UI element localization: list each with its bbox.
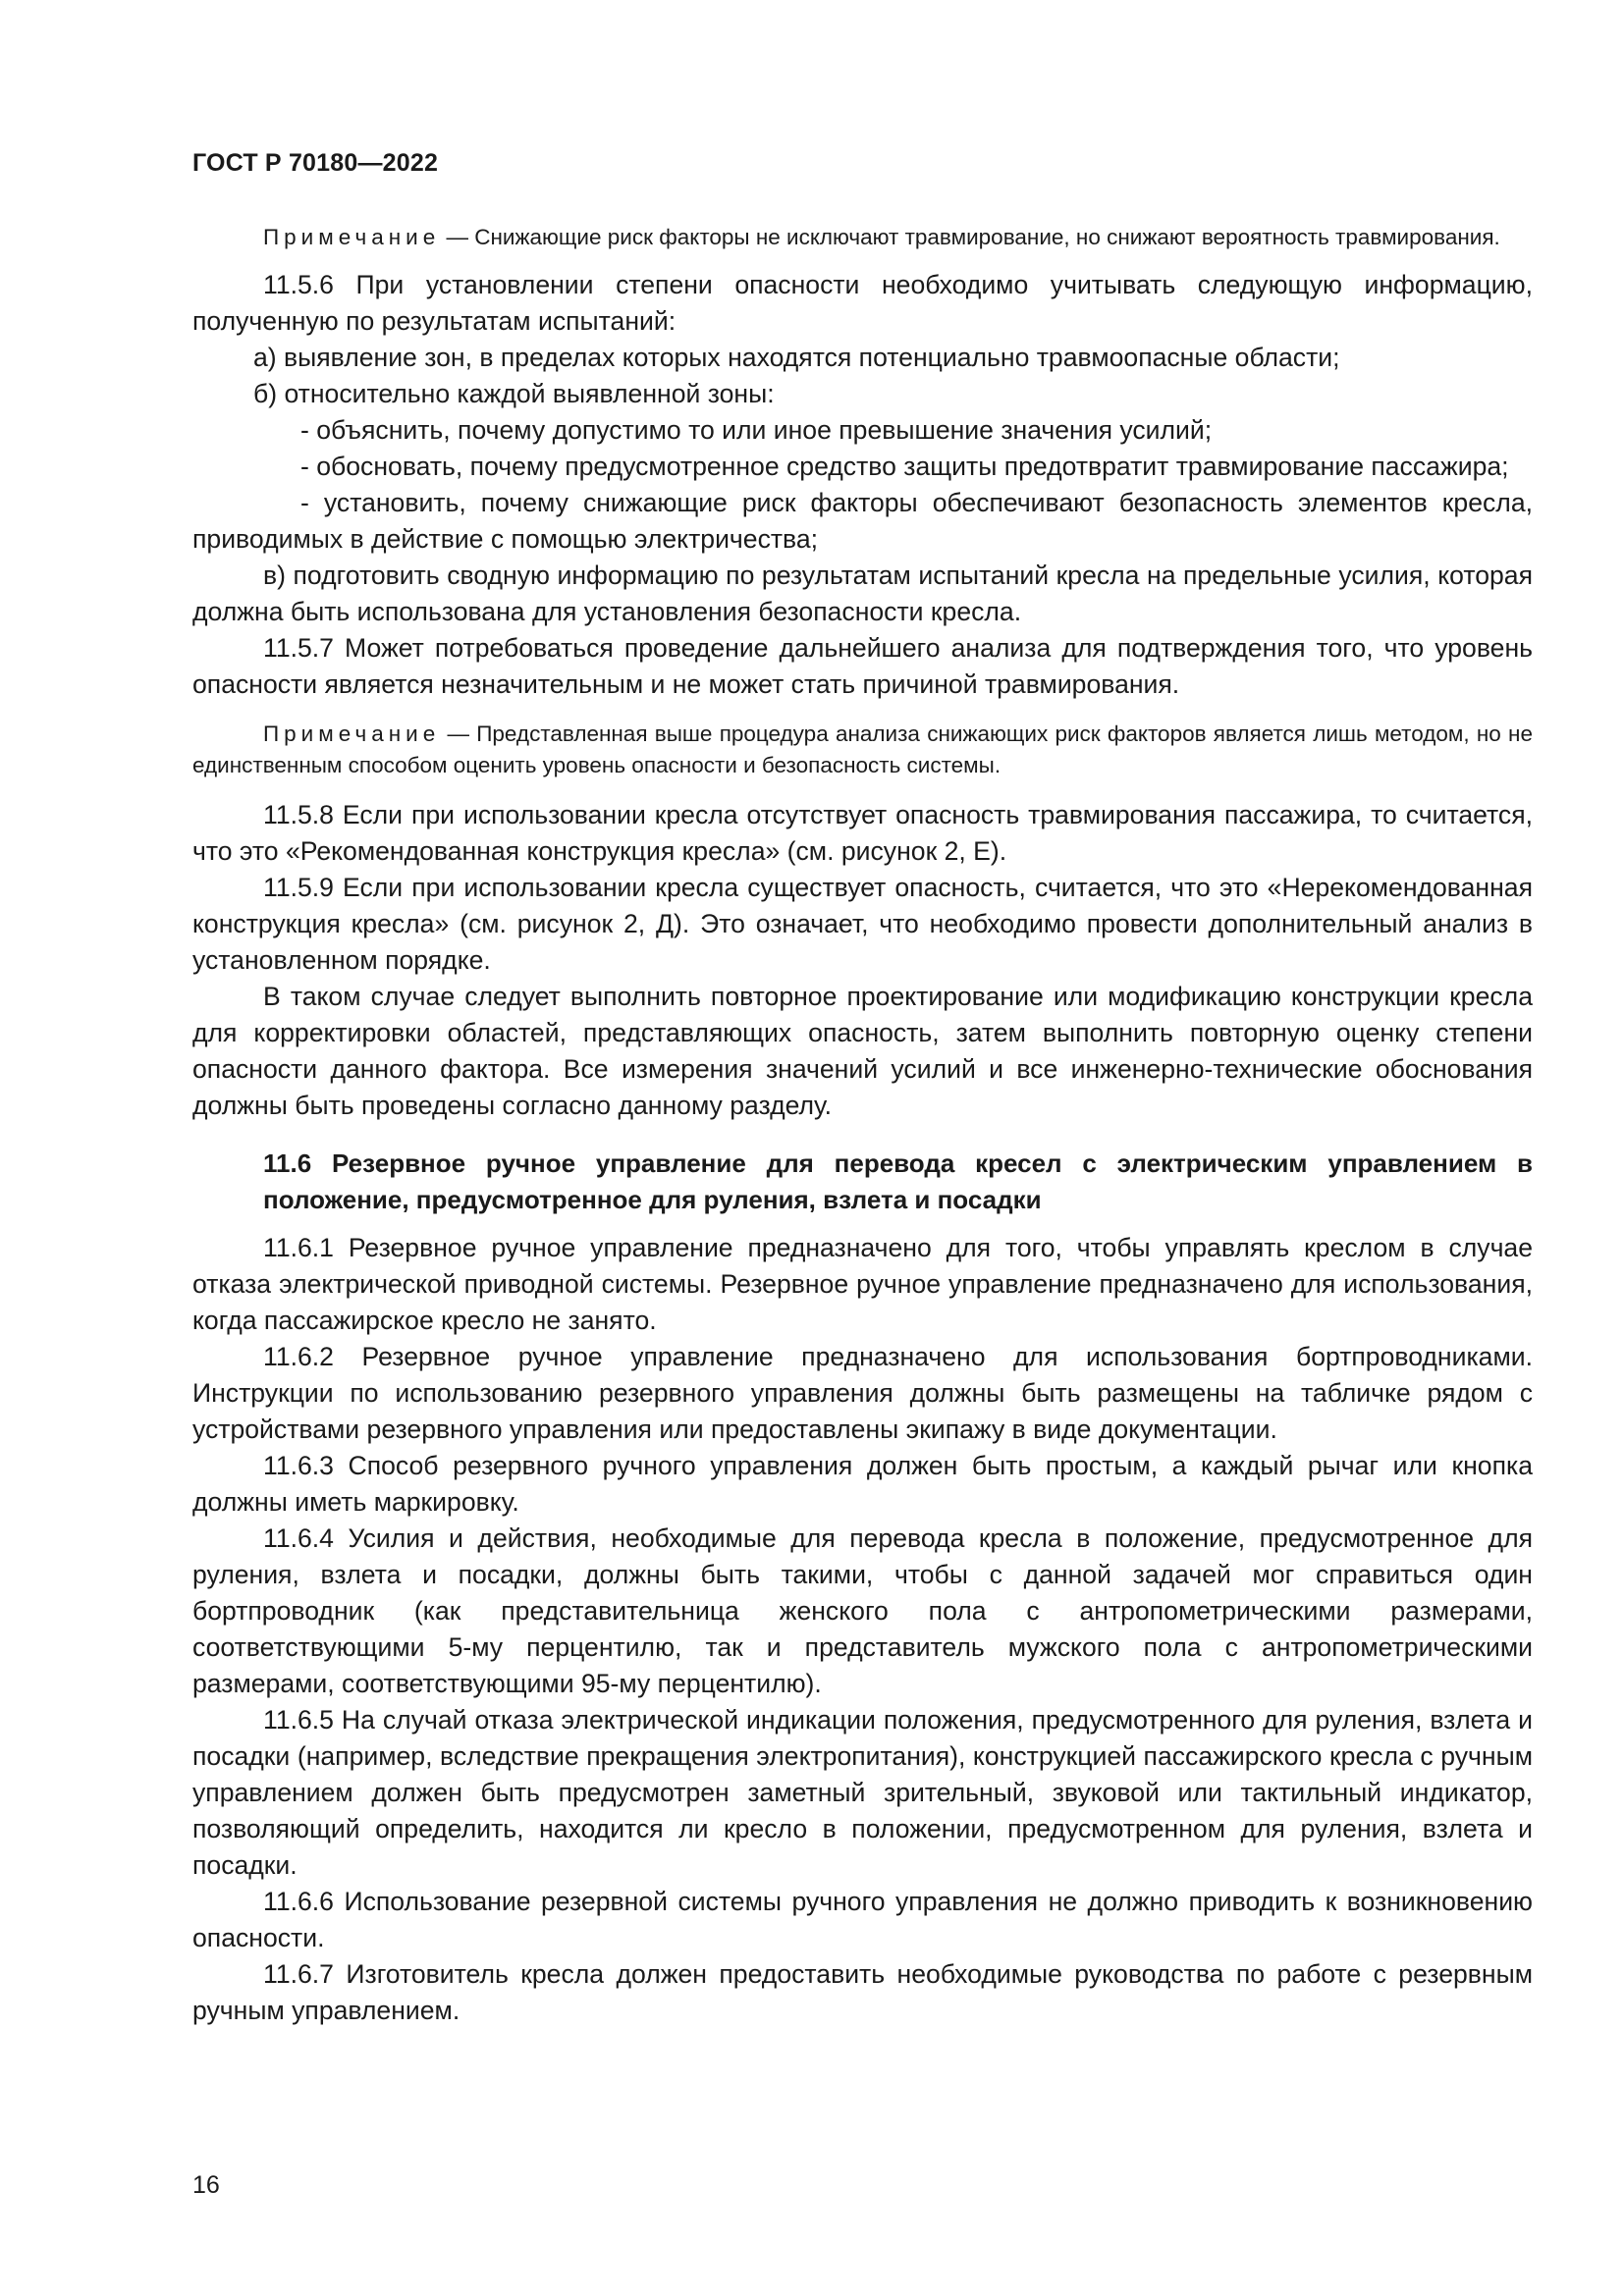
paragraph-11-6-3: 11.6.3 Способ резервного ручного управления должен быть простым, а каждый рычаг или кнопка должны иметь маркировку.	[192, 1451, 1533, 1517]
dash-item-3: - установить, почему снижающие риск факторы обеспечивают безопасность элементов кресла, приводимых в действие с помощью электричества;	[192, 488, 1533, 554]
note-paragraph	[192, 222, 1533, 253]
paragraph-11-6-2: 11.6.2 Резервное ручное управление предназначено для использования бортпроводниками. Инструкции по использованию резервного управления должны быть размещены на табличке рядом с устройствами резервного управления или предоставлены экипажу в виде документации.	[192, 1342, 1533, 1444]
note-text: — Представленная выше процедура анализа снижающих риск факторов является лишь методом, но не единственным способом оценить уровень опасности и безопасность системы.	[192, 721, 1533, 777]
paragraph-11-6-4: 11.6.4 Усилия и действия, необходимые для перевода кресла в положение, предусмотренное для руления, взлета и посадки, должны быть такими, чтобы с данной задачей мог справиться один бортпроводник (как представительница женского пола с антропометрическими размерами, соответствующими 5-му перцентилю, так и представитель мужского пола с антропометрическими размерами, соответствующими 95-му перцентилю).	[192, 1523, 1533, 1698]
document-header: ГОСТ Р 70180—2022	[192, 149, 439, 177]
list-item-a: а) выявление зон, в пределах которых находятся потенциально травмоопасные области;	[253, 343, 1340, 372]
paragraph-11-6-1: 11.6.1 Резервное ручное управление предназначено для того, чтобы управлять креслом в случае отказа электрической приводной системы. Резервное ручное управление предназначено для использования, когда пассажирское кресло не занято.	[192, 1233, 1533, 1335]
paragraph-11-6-5: 11.6.5 На случай отказа электрической индикации положения, предусмотренного для руления, взлета и посадки (например, вследствие прекращения электропитания), конструкцией пассажирского кресла с ручным управлением должен быть предусмотрен заметный зрительный, звуковой или тактильный индикатор, позволяющий определить, находится ли кресло в положении, предусмотренном для руления, взлета и посадки.	[192, 1705, 1533, 1880]
list-item-v: в) подготовить сводную информацию по результатам испытаний кресла на предельные усилия, которая должна быть использована для установления безопасности кресла.	[192, 561, 1533, 626]
paragraph-11-5-8: 11.5.8 Если при использовании кресла отсутствует опасность травмирования пассажира, то считается, что это «Рекомендованная конструкция кресла» (см. рисунок 2, Е).	[192, 800, 1533, 866]
dash-item-1: - объяснить, почему допустимо то или иное превышение значения усилий;	[300, 415, 1213, 445]
note-label: Примечание	[263, 225, 441, 249]
note-text: — Снижающие риск факторы не исключают травмирование, но снижают вероятность травмирования.	[440, 225, 1500, 249]
note-label: Примечание	[263, 721, 441, 746]
paragraph-11-6-7: 11.6.7 Изготовитель кресла должен предоставить необходимые руководства по работе с резервным ручным управлением.	[192, 1959, 1533, 2025]
dash-item-2: - обосновать, почему предусмотренное средство защиты предотвратит травмирование пассажира;	[300, 452, 1509, 481]
list-item-b: б) относительно каждой выявленной зоны:	[253, 379, 775, 408]
page-number: 16	[192, 2171, 220, 2199]
paragraph-11-5-7: 11.5.7 Может потребоваться проведение дальнейшего анализа для подтверждения того, что уровень опасности является незначительным и не может стать причиной травмирования.	[192, 633, 1533, 699]
note-paragraph	[192, 719, 1533, 781]
section-heading-11-6: 11.6 Резервное ручное управление для перевода кресел с электрическим управлением в положение, предусмотренное для руления, взлета и посадки	[263, 1148, 1533, 1214]
paragraph-11-5-9: 11.5.9 Если при использовании кресла существует опасность, считается, что это «Нерекомендованная конструкция кресла» (см. рисунок 2, Д). Это означает, что необходимо провести дополнительный анализ в установленном порядке.	[192, 873, 1533, 975]
paragraph-11-5-6: 11.5.6 При установлении степени опасности необходимо учитывать следующую информацию, полученную по результатам испытаний:	[192, 270, 1533, 336]
paragraph-11-6-6: 11.6.6 Использование резервной системы ручного управления не должно приводить к возникновению опасности.	[192, 1887, 1533, 1952]
document-body	[192, 222, 1533, 2029]
paragraph-redesign: В таком случае следует выполнить повторное проектирование или модификацию конструкции кресла для корректировки областей, представляющих опасность, затем выполнить повторную оценку степени опасности данного фактора. Все измерения значений усилий и все инженерно-технические обоснования должны быть проведены согласно данному разделу.	[192, 982, 1533, 1120]
